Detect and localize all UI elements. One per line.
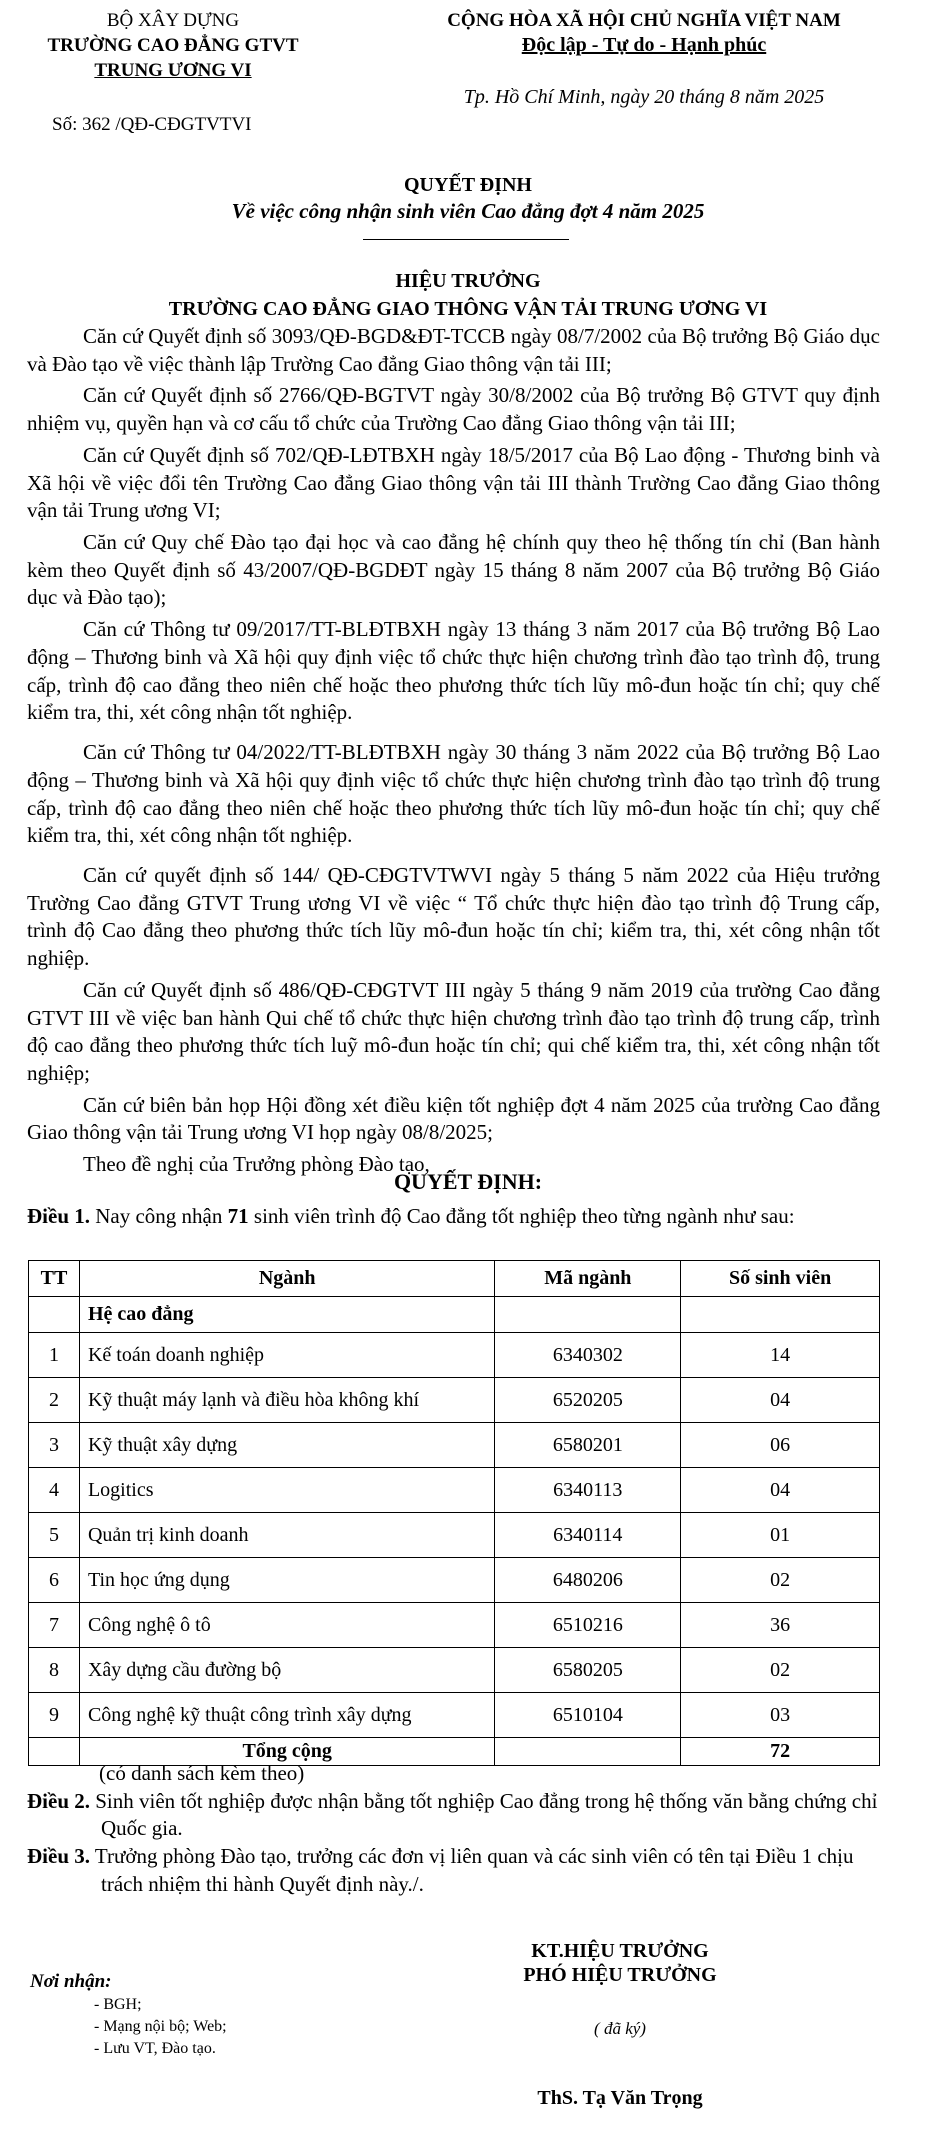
basis-paragraph: Căn cứ Quy chế Đào tạo đại học và cao đẳng hệ chính quy theo hệ thống tín chỉ (Ban hành kèm theo Quyết định số 43/2007/QĐ-BGDĐT ngày 15 tháng 8 năm 2007 của Bộ trưởng Bộ Giáo dục và Đào tạo); xyxy=(27,530,880,610)
table-group-row xyxy=(29,1297,880,1333)
row-major: Công nghệ kỹ thuật công trình xây dựng xyxy=(79,1693,494,1738)
basis-paragraph: Căn cứ Thông tư 09/2017/TT-BLĐTBXH ngày 13 tháng 3 năm 2017 của Bộ trưởng Bộ Lao động – Thương binh và Xã hội quy định việc tổ chức thực hiện chương trình đào tạo trình độ, trung cấp, trình độ cao đẳng theo niên chế hoặc theo phương thức tích lũy mô-đun hoặc tín chỉ; quy chế kiểm tra, thi, xét công nhận tốt nghiệp. xyxy=(27,617,880,725)
basis-paragraph: Căn cứ Quyết định số 2766/QĐ-BGTVT ngày 30/8/2002 của Bộ trưởng Bộ GTVT quy định nhiệm vụ, quyền hạn và cơ cấu tổ chức của Trường Cao đẳng Giao thông vận tải III; xyxy=(27,383,880,436)
basis-paragraph: Căn cứ Thông tư 04/2022/TT-BLĐTBXH ngày 30 tháng 3 năm 2022 của Bộ trưởng Bộ Lao động – Thương binh và Xã hội quy định việc tổ chức thực hiện chương trình đào tạo trình độ trung cấp, trình độ cao đẳng theo niên chế hoặc theo phương thức tích lũy mô-đun hoặc tín chỉ; quy chế kiểm tra, thi, xét công nhận tốt nghiệp. xyxy=(27,740,880,848)
row-code: 6580201 xyxy=(495,1423,681,1468)
article-3-label: Điều 3. xyxy=(27,1844,90,1869)
article-2-text: Sinh viên tốt nghiệp được nhận bằng tốt nghiệp Cao đẳng trong hệ thống văn bằng chứng chỉ Quốc gia. xyxy=(90,1788,878,1841)
row-count: 01 xyxy=(681,1513,880,1558)
authority-title: HIỆU TRƯỞNG xyxy=(395,270,541,292)
table-row xyxy=(29,1558,880,1603)
table-row xyxy=(29,1693,880,1738)
recipients-list xyxy=(30,1994,227,2060)
row-code: 6340113 xyxy=(495,1468,681,1513)
recipient-item: - BGH; xyxy=(94,1996,142,2014)
row-tt: 4 xyxy=(29,1468,80,1513)
row-major: Kỹ thuật máy lạnh và điều hòa không khí xyxy=(79,1378,494,1423)
row-count: 04 xyxy=(681,1468,880,1513)
basis-paragraph: Căn cứ Quyết định số 3093/QĐ-BGD&ĐT-TCCB ngày 08/7/2002 của Bộ trưởng Bộ Giáo dục và Đào tạo về việc thành lập Trường Cao đẳng Giao thông vận tải III; xyxy=(27,324,880,376)
document-number: Số: 362 /QĐ-CĐGTVTVI xyxy=(52,114,252,135)
row-code: 6580205 xyxy=(495,1648,681,1693)
row-major: Công nghệ ô tô xyxy=(79,1603,494,1648)
row-code: 6340114 xyxy=(495,1513,681,1558)
basis-paragraph: Căn cứ Quyết định số 702/QĐ-LĐTBXH ngày 18/5/2017 của Bộ Lao động - Thương binh và Xã hội về việc đổi tên Trường Cao đẳng Giao thông vận tải III thành Trường Cao đẳng Giao thông vận tải Trung ương VI; xyxy=(27,442,880,523)
title-divider xyxy=(363,239,569,240)
document-type: QUYẾT ĐỊNH xyxy=(404,174,532,196)
article-2 xyxy=(27,1788,897,1843)
recipient-item: - Lưu VT, Đào tạo. xyxy=(94,2040,216,2058)
row-major: Kỹ thuật xây dựng xyxy=(79,1423,494,1468)
article-3 xyxy=(27,1843,897,1898)
school-name-line1: TRƯỜNG CAO ĐẲNG GTVT xyxy=(47,35,299,56)
recipients-block xyxy=(30,1969,227,2060)
article-2-label: Điều 2. xyxy=(27,1788,90,1813)
row-count: 06 xyxy=(681,1423,880,1468)
ministry-name: BỘ XÂY DỰNG xyxy=(106,10,240,31)
article-1-count: 71 xyxy=(227,1204,249,1228)
row-major: Logitics xyxy=(79,1468,494,1513)
row-code: 6340302 xyxy=(495,1333,681,1378)
row-code: 6520205 xyxy=(495,1378,681,1423)
table-row xyxy=(29,1603,880,1648)
table-row xyxy=(29,1513,880,1558)
recipient-item: - Mạng nội bộ; Web; xyxy=(94,2018,227,2036)
place-date: Tp. Hồ Chí Minh, ngày 20 tháng 8 năm 2025 xyxy=(463,86,825,108)
row-code: 6510104 xyxy=(495,1693,681,1738)
column-header-major: Ngành xyxy=(79,1261,494,1297)
national-heading xyxy=(384,8,904,58)
row-count: 04 xyxy=(681,1378,880,1423)
closing-articles xyxy=(27,1760,897,1899)
row-count: 03 xyxy=(681,1693,880,1738)
article-1-label: Điều 1. xyxy=(27,1204,90,1228)
row-tt: 2 xyxy=(29,1378,80,1423)
school-name-line2: TRUNG ƯƠNG VI xyxy=(94,60,252,81)
column-header-code: Mã ngành xyxy=(495,1261,681,1297)
authority-organization: TRƯỜNG CAO ĐẲNG GIAO THÔNG VẬN TẢI TRUNG ƯƠNG VI xyxy=(168,298,768,320)
row-tt: 6 xyxy=(29,1558,80,1603)
row-tt: 7 xyxy=(29,1603,80,1648)
row-tt: 1 xyxy=(29,1333,80,1378)
row-count: 02 xyxy=(681,1558,880,1603)
row-code: 6480206 xyxy=(495,1558,681,1603)
graduates-table xyxy=(28,1260,880,1766)
document-subject: Về việc công nhận sinh viên Cao đẳng đợt 4 năm 2025 xyxy=(231,199,705,223)
table-row xyxy=(29,1378,880,1423)
row-major: Kế toán doanh nghiệp xyxy=(79,1333,494,1378)
legal-bases xyxy=(27,323,880,1183)
row-major: Xây dựng cầu đường bộ xyxy=(79,1648,494,1693)
decision-heading: QUYẾT ĐỊNH: xyxy=(393,1169,543,1194)
basis-paragraph: Theo đề nghị của Trưởng phòng Đào tạo, xyxy=(83,1152,430,1177)
basis-paragraph: Căn cứ biên bản họp Hội đồng xét điều kiện tốt nghiệp đợt 4 năm 2025 của trường Cao đẳng Giao thông vận tải Trung ương VI họp ngày 08/8/2025; xyxy=(27,1092,880,1145)
table-header-row xyxy=(29,1261,880,1297)
basis-paragraph: Căn cứ Quyết định số 486/QĐ-CĐGTVT III ngày 5 tháng 9 năm 2019 của trường Cao đẳng GTVT III về việc ban hành Qui chế tổ chức thực hiện chương trình đào tạo trình độ trung cấp, trình độ cao đẳng theo phương thức tích luỹ mô-đun hoặc tín chỉ; qui chế kiểm tra, thi, xét công nhận tốt nghiệp; xyxy=(27,977,880,1085)
table-row xyxy=(29,1423,880,1468)
article-3-text: Trưởng phòng Đào tạo, trưởng các đơn vị liên quan và các sinh viên có tên tại Điều 1 chịu trách nhiệm thi hành Quyết định này./. xyxy=(90,1844,854,1896)
row-tt: 3 xyxy=(29,1423,80,1468)
row-count: 02 xyxy=(681,1648,880,1693)
signature-position: PHÓ HIỆU TRƯỞNG xyxy=(523,1964,717,1986)
nation-name: CỘNG HÒA XÃ HỘI CHỦ NGHĨA VIỆT NAM xyxy=(447,10,841,31)
article-1-text-before: Nay công nhận xyxy=(90,1204,228,1228)
row-tt: 9 xyxy=(29,1693,80,1738)
row-major: Quản trị kinh doanh xyxy=(79,1513,494,1558)
issuer-block xyxy=(28,8,318,83)
row-tt: 8 xyxy=(29,1648,80,1693)
signer-name: ThS. Tạ Văn Trọng xyxy=(537,2087,703,2109)
attached-list-note: (có danh sách kèm theo) xyxy=(99,1761,305,1785)
national-motto: Độc lập - Tự do - Hạnh phúc xyxy=(521,34,767,56)
signature-title: KT.HIỆU TRƯỞNG xyxy=(531,1940,709,1962)
row-tt: 5 xyxy=(29,1513,80,1558)
table-row xyxy=(29,1468,880,1513)
table-row xyxy=(29,1333,880,1378)
total-value: 72 xyxy=(681,1738,880,1766)
article-1-text-after: sinh viên trình độ Cao đẳng tốt nghiệp theo từng ngành như sau: xyxy=(248,1204,795,1228)
total-label: Tổng cộng xyxy=(79,1738,494,1766)
group-label: Hệ cao đẳng xyxy=(79,1297,494,1333)
row-count: 14 xyxy=(681,1333,880,1378)
basis-paragraph: Căn cứ quyết định số 144/ QĐ-CĐGTVTWVI ngày 5 tháng 5 năm 2022 của Hiệu trưởng Trường Cao đẳng GTVT Trung ương VI về việc “ Tổ chức thực hiện đào tạo trình độ Trung cấp, trình độ Cao đẳng theo phương thức tích lũy mô-đun hoặc tín chỉ; kiểm tra, thi, xét công nhận tốt nghiệp. xyxy=(27,862,880,971)
recipients-label: Nơi nhận: xyxy=(30,1971,112,1992)
column-header-count: Số sinh viên xyxy=(681,1261,880,1297)
article-1 xyxy=(27,1203,907,1231)
row-count: 36 xyxy=(681,1603,880,1648)
column-header-tt: TT xyxy=(29,1261,80,1297)
row-major: Tin học ứng dụng xyxy=(79,1558,494,1603)
row-code: 6510216 xyxy=(495,1603,681,1648)
table-row xyxy=(29,1648,880,1693)
signed-note: ( đã ký) xyxy=(594,2019,646,2038)
